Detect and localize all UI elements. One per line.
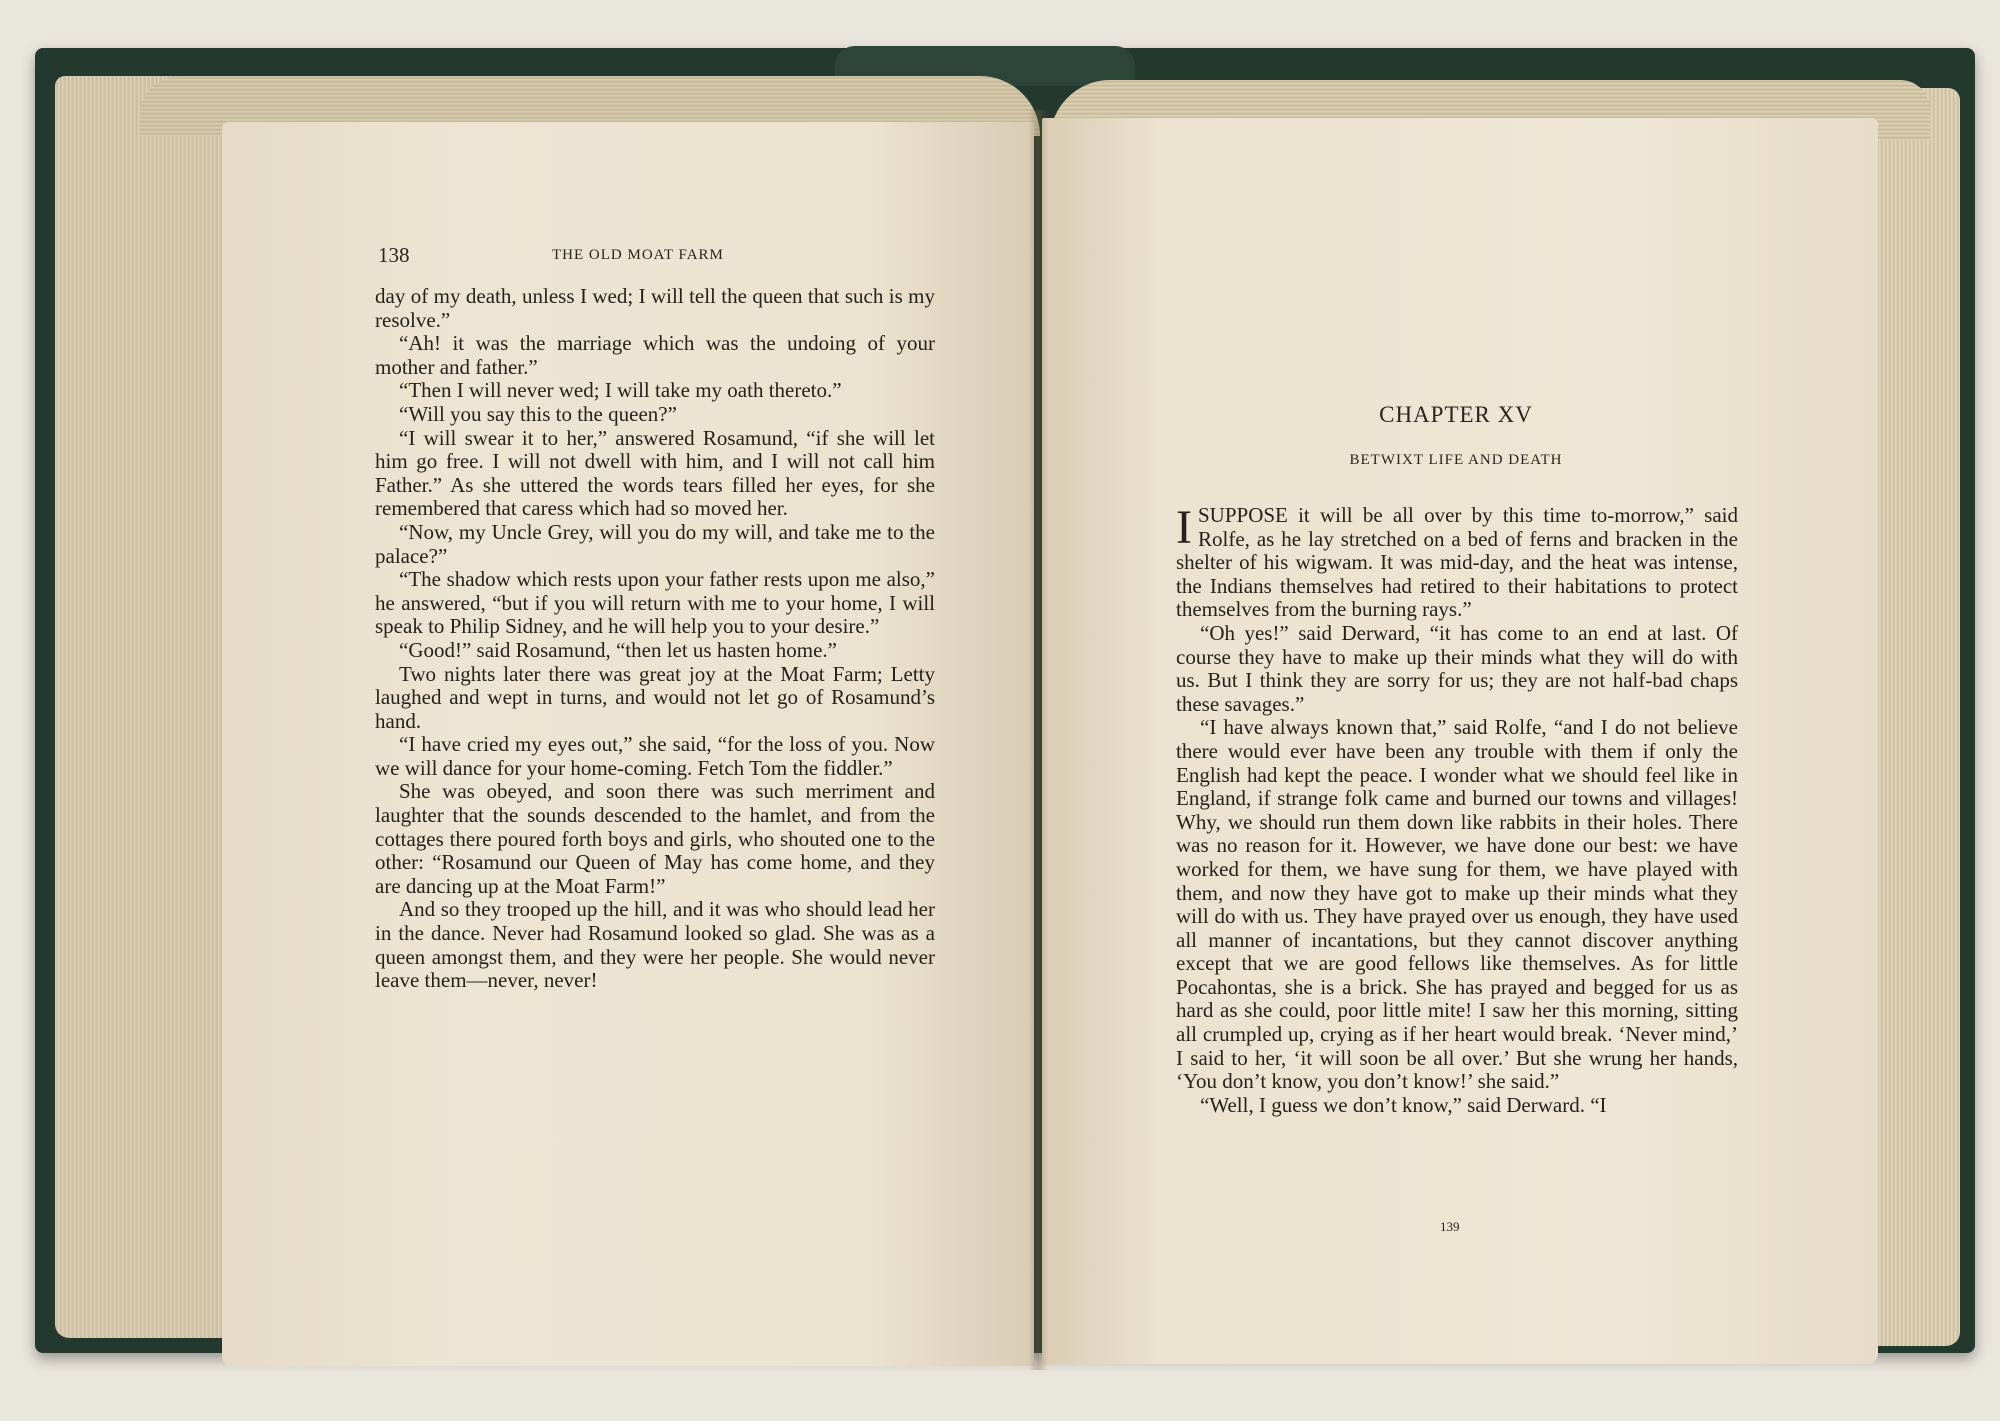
paragraph: Two nights later there was great joy at the Moat Farm; Letty laughed and wept in turns, and would not let go of Rosamund’s hand.	[375, 661, 935, 733]
paragraph: “Good!” said Rosamund, “then let us hasten home.”	[399, 637, 837, 662]
paragraph: “Now, my Uncle Grey, will you do my will, and take me to the palace?”	[375, 519, 935, 568]
right-page-text	[1176, 501, 1738, 1117]
paragraph: “Oh yes!” said Derward, “it has come to an end at last. Of course they have to make up their minds what they will do with us. But I think they are sorry for us; they are not half-bad chaps these savages.”	[1176, 620, 1738, 716]
page-edges-left	[55, 76, 235, 1338]
paragraph: She was obeyed, and soon there was such merriment and laughter that the sounds descended to the hamlet, and from the cottages there poured forth boys and girls, who shouted one to the other: “Rosamund our Queen of May has come home, and they are dancing up at the Moat Farm!”	[375, 779, 935, 898]
paragraph: And so they trooped up the hill, and it was who should lead her in the dance. Never had Rosamund looked so glad. She was as a queen amongst them, and they were her people. She would never leave them—never, never!	[375, 897, 935, 993]
book-gutter	[1028, 110, 1048, 1370]
page-number-left: 138	[378, 243, 410, 267]
paragraph: “I will swear it to her,” answered Rosamund, “if she will let him go free. I will not dwell with him, and I will not call him Father.” As she uttered the words tears filled her eyes, for she remembered that caress which had so moved her.	[375, 425, 935, 521]
running-head	[378, 243, 938, 271]
paragraph: “Well, I guess we don’t know,” said Derward. “I	[1200, 1092, 1607, 1117]
page-number-right: 139	[1440, 1219, 1460, 1234]
paragraph: “Will you say this to the queen?”	[399, 401, 677, 426]
paragraph: “Ah! it was the marriage which was the undoing of your mother and father.”	[375, 331, 935, 379]
opening-paragraph	[1176, 501, 1738, 622]
paragraph: “I have always known that,” said Rolfe, “and I do not believe there would ever have been any trouble with them if only the English had kept the peace. I wonder what we should feel like in England, if strange folk came and burned our towns and villages! Why, we should run them down like rabbits in their holes. There was no reason for it. However, we have done our best: we have worked for them, we have sung for them, we have played with them, and now they have got to make up their minds what they will do with us. They have prayed over us enough, they have used all manner of incantations, but they cannot discover anything except that we are good fellows like themselves. As for little Pocahontas, she is a brick. She has prayed and begged for us as hard as she could, poor little mite! I saw her this morning, sitting all crumpled up, crying as if her heart would break. ‘Never mind,’ I said to her, ‘it will soon be all over.’ But she wrung her hands, ‘You don’t know, you don’t know!’ she said.”	[1176, 715, 1738, 1094]
drop-cap: I	[1176, 501, 1192, 554]
paragraph: “The shadow which rests upon your father rests upon me also,” he answered, “but if you will return with me to your home, I will speak to Philip Sidney, and he will help you to your desire.”	[375, 567, 935, 639]
paragraph: “I have cried my eyes out,” she said, “for the loss of you. Now we will dance for your home-coming. Fetch Tom the fiddler.”	[375, 732, 935, 780]
left-page-text	[375, 285, 935, 993]
running-title: THE OLD MOAT FARM	[552, 247, 724, 263]
chapter-subtitle: BETWIXT LIFE AND DEATH	[1349, 452, 1563, 468]
chapter-title: CHAPTER XV	[1379, 402, 1533, 427]
paragraph: “Then I will never wed; I will take my oath thereto.”	[399, 378, 842, 403]
paragraph: day of my death, unless I wed; I will tell the queen that such is my resolve.”	[375, 284, 935, 332]
opening-paragraph-text: SUPPOSE it will be all over by this time to-morrow,” said Rolfe, as he lay stretched on a bed of ferns and bracken in the shelter of his wigwam. It was mid-day, and the heat was intense, the Indians themselves had retired to their habitations to protect themselves from the burning rays.”	[1176, 503, 1738, 622]
